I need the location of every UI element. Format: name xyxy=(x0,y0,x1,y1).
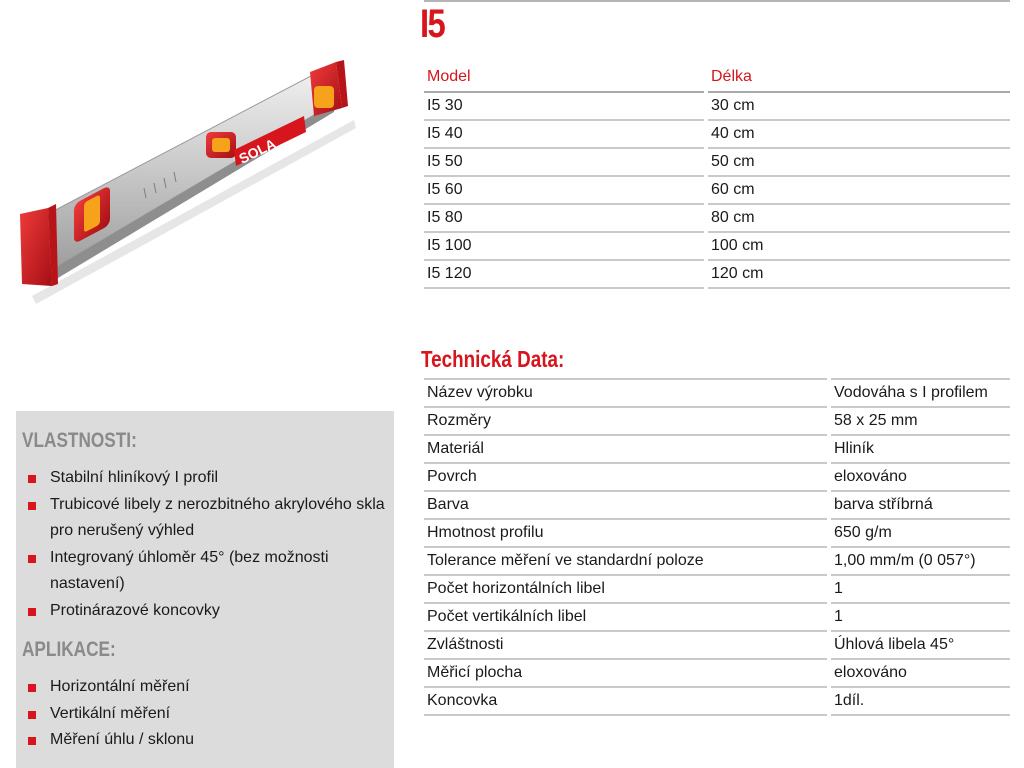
table-row xyxy=(424,148,1010,176)
list-item: Stabilní hliníkový I profil xyxy=(22,465,394,492)
square-bullet-icon xyxy=(28,475,36,483)
spec-value: 650 g/m xyxy=(829,519,1010,547)
length-cell: 30 cm xyxy=(706,92,1010,120)
table-row xyxy=(424,659,1010,687)
spec-label: Rozměry xyxy=(424,407,829,435)
length-cell: 40 cm xyxy=(706,120,1010,148)
tech-data-heading: Technická Data: xyxy=(421,346,565,372)
table-row xyxy=(424,120,1010,148)
left-end-cap xyxy=(20,208,52,286)
length-cell: 100 cm xyxy=(706,232,1010,260)
table-row xyxy=(424,631,1010,659)
spec-value: 58 x 25 mm xyxy=(829,407,1010,435)
model-cell: I5 50 xyxy=(424,148,706,176)
list-item: Horizontální měření xyxy=(22,674,394,701)
header-model: Model xyxy=(424,62,706,92)
header-length: Délka xyxy=(706,62,1010,92)
spec-value: 1 xyxy=(829,603,1010,631)
table-row xyxy=(424,435,1010,463)
model-cell: I5 40 xyxy=(424,120,706,148)
list-item: Vertikální měření xyxy=(22,701,394,728)
square-bullet-icon xyxy=(28,684,36,692)
table-row xyxy=(424,603,1010,631)
top-rule xyxy=(424,0,1010,2)
table-row xyxy=(424,92,1010,120)
model-cell: I5 30 xyxy=(424,92,706,120)
level-body xyxy=(44,66,336,272)
table-row xyxy=(424,407,1010,435)
spec-value: 1 xyxy=(829,575,1010,603)
table-row xyxy=(424,519,1010,547)
list-item: Měření úhlu / sklonu xyxy=(22,727,394,754)
spec-value: Vodováha s I profilem xyxy=(829,379,1010,407)
length-cell: 120 cm xyxy=(706,260,1010,288)
properties-list xyxy=(22,465,394,624)
square-bullet-icon xyxy=(28,737,36,745)
table-row xyxy=(424,687,1010,715)
spec-label: Počet horizontálních libel xyxy=(424,575,829,603)
length-cell: 60 cm xyxy=(706,176,1010,204)
spec-label: Koncovka xyxy=(424,687,829,715)
spec-value: eloxováno xyxy=(829,659,1010,687)
model-cell: I5 60 xyxy=(424,176,706,204)
spec-label: Měřicí plocha xyxy=(424,659,829,687)
list-item: Trubicové libely z nerozbitného akrylového skla pro nerušený výhled xyxy=(22,492,394,545)
table-row xyxy=(424,491,1010,519)
applications-list xyxy=(22,674,394,754)
model-table xyxy=(424,62,1010,289)
model-cell: I5 80 xyxy=(424,204,706,232)
spec-label: Barva xyxy=(424,491,829,519)
spec-value: 1,00 mm/m (0 057°) xyxy=(829,547,1010,575)
square-bullet-icon xyxy=(28,555,36,563)
spirit-level-image xyxy=(14,58,364,308)
table-row xyxy=(424,463,1010,491)
table-row xyxy=(424,176,1010,204)
spec-label: Povrch xyxy=(424,463,829,491)
spec-label: Tolerance měření ve standardní poloze xyxy=(424,547,829,575)
length-cell: 80 cm xyxy=(706,204,1010,232)
table-row xyxy=(424,547,1010,575)
model-cell: I5 100 xyxy=(424,232,706,260)
applications-heading: APLIKACE: xyxy=(22,638,116,661)
spec-value: Hliník xyxy=(829,435,1010,463)
model-cell: I5 120 xyxy=(424,260,706,288)
table-row xyxy=(424,204,1010,232)
model-table-header xyxy=(424,62,1010,92)
spec-label: Materiál xyxy=(424,435,829,463)
properties-panel xyxy=(16,411,394,768)
spec-label: Zvláštnosti xyxy=(424,631,829,659)
spec-value: barva stříbrná xyxy=(829,491,1010,519)
spec-label: Hmotnost profilu xyxy=(424,519,829,547)
table-row xyxy=(424,232,1010,260)
properties-heading: VLASTNOSTI: xyxy=(22,429,137,452)
square-bullet-icon xyxy=(28,608,36,616)
spec-value: Úhlová libela 45° xyxy=(829,631,1010,659)
table-row xyxy=(424,575,1010,603)
spec-label: Název výrobku xyxy=(424,379,829,407)
spec-label: Počet vertikálních libel xyxy=(424,603,829,631)
product-title: I5 xyxy=(420,2,445,46)
table-row xyxy=(424,260,1010,288)
length-cell: 50 cm xyxy=(706,148,1010,176)
list-item: Protinárazové koncovky xyxy=(22,598,394,625)
list-item: Integrovaný úhloměr 45° (bez možnosti nastavení) xyxy=(22,545,394,598)
tech-data-table xyxy=(424,378,1010,716)
square-bullet-icon xyxy=(28,502,36,510)
brand-logo: SOLA xyxy=(236,135,279,167)
spec-value: eloxováno xyxy=(829,463,1010,491)
square-bullet-icon xyxy=(28,711,36,719)
table-row xyxy=(424,379,1010,407)
spec-value: 1díl. xyxy=(829,687,1010,715)
